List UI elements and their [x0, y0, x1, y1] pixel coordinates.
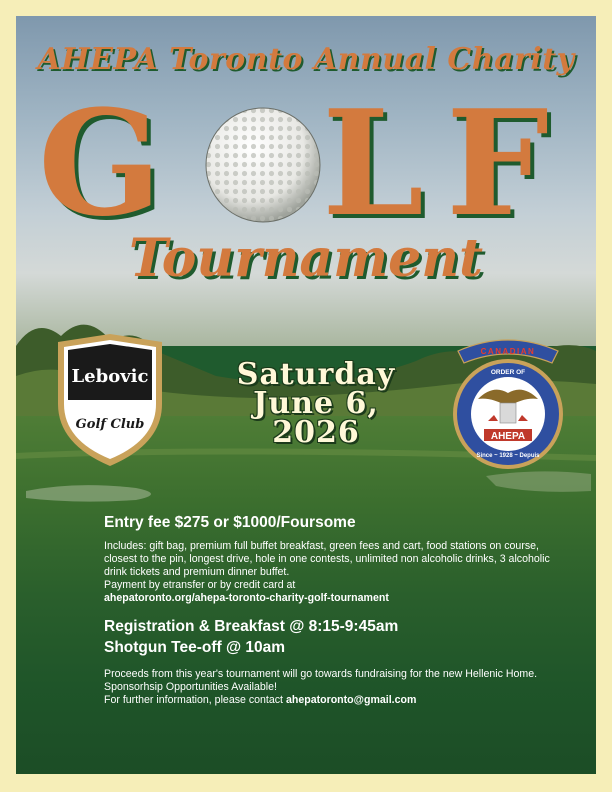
event-title-line1: AHEPA Toronto Annual Charity [37, 42, 575, 77]
proceeds-text: Proceeds from this year's tournament will go towards fundraising for the new Hellenic Home. [104, 668, 538, 680]
ahepa-since-text: Since ~ 1928 ~ Depuis [476, 453, 540, 459]
registration-time: Registration & Breakfast @ 8:15-9:45am [104, 618, 399, 635]
ahepa-emblem-logo [448, 329, 568, 479]
golf-letter-f: F [446, 79, 549, 249]
golf-letter-l: L [322, 79, 424, 249]
payment-text: Payment by etransfer or by credit card at [104, 579, 296, 591]
lebovic-logo-line1: Lebovic [71, 366, 149, 387]
payment-link[interactable]: ahepatoronto.org/ahepa-toronto-charity-golf-tournament [104, 592, 389, 604]
contact-prefix: For further information, please contact [104, 694, 284, 706]
event-date [206, 357, 426, 450]
event-title-line3: Tournament [128, 228, 484, 289]
shield-icon [500, 403, 516, 423]
contact-line [104, 694, 564, 707]
contact-email-link[interactable]: ahepatoronto@gmail.com [285, 694, 417, 706]
poster-frame [16, 16, 596, 774]
golf-letter-g: G [38, 79, 162, 249]
golf-title [16, 79, 596, 249]
lebovic-logo-line2: Golf Club [75, 417, 145, 432]
event-details [104, 514, 564, 707]
date-line-month: June 6, [253, 386, 379, 421]
ahepa-ring-text: ORDER OF [490, 369, 526, 376]
entry-fee: Entry fee $275 or $1000/Foursome [104, 514, 356, 531]
sponsorship-text: Sponsorhsip Opportunities Available! [104, 681, 277, 693]
golf-ball-icon [204, 106, 322, 224]
date-line-year: 2026 [272, 415, 360, 450]
shotgun-time: Shotgun Tee-off @ 10am [104, 639, 286, 656]
ahepa-top-text: CANADIAN [480, 347, 536, 356]
lebovic-golf-club-logo [54, 332, 166, 468]
date-line-day: Saturday [236, 357, 396, 392]
ahepa-name-text: AHEPA [490, 431, 526, 442]
includes-text: Includes: gift bag, premium full buffet breakfast, green fees and cart, food stations on course, closest to the pin, longest drive, hole in one contests, unlimited non alcoholic drinks, 3 alcoholic drink tickets and premium dinner buffet. [104, 540, 550, 578]
